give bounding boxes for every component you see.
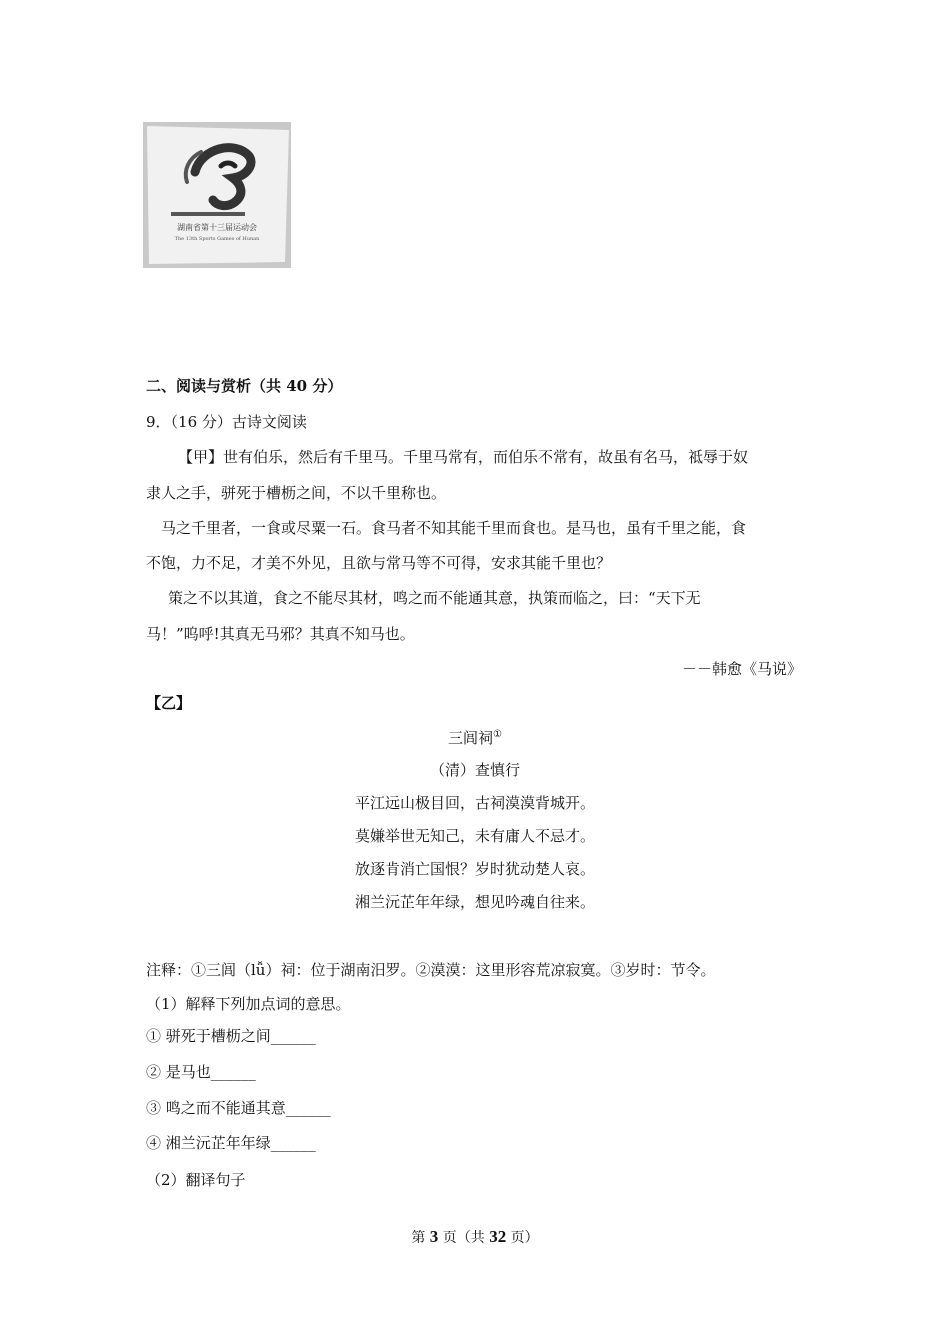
sports-games-logo bbox=[143, 122, 291, 268]
poem-line: 莫嫌举世无知己，未有庸人不忌才。 bbox=[354, 827, 595, 845]
poem-line: 平江远山极目回，古祠漠漠背城开。 bbox=[354, 794, 595, 812]
jia-p1-line1: 【甲】世有伯乐，然后有千里马。千里马常有，而伯乐不常有，故虽有名马，祗辱于奴 bbox=[178, 448, 749, 466]
sub-question-1: （1）解释下列加点词的意思。 bbox=[146, 995, 351, 1013]
annotation-notes: 注释：①三闾（lǚ）祠：位于湖南汨罗。②漠漠：这里形容荒凉寂寞。③岁时：节令。 bbox=[146, 961, 716, 979]
blank-item: ② 是马也______ bbox=[146, 1063, 256, 1081]
blank-item: ③ 鸣之而不能通其意______ bbox=[146, 1099, 331, 1117]
question-number: 9．（16 分）古诗文阅读 bbox=[146, 413, 307, 431]
jia-source: －－韩愈《马说》 bbox=[681, 660, 802, 678]
poem-author: （清）查慎行 bbox=[429, 761, 520, 779]
jia-p3-line2: 马！”呜呼!其真无马邪？其真不知马也。 bbox=[146, 625, 415, 643]
poem-line: 放逐肯消亡国恨？岁时犹动楚人哀。 bbox=[354, 860, 595, 878]
jia-p3-line1: 策之不以其道，食之不能尽其材，鸣之而不能通其意，执策而临之，曰：“天下无 bbox=[168, 589, 701, 607]
poem-title: 三闾祠① bbox=[448, 729, 502, 747]
page-number: 3 bbox=[429, 1227, 439, 1246]
blank-item: ① 骈死于槽枥之间______ bbox=[146, 1027, 316, 1045]
jia-p2-line2: 不饱，力不足，才美不外见，且欲与常马等不可得，安求其能千里也？ bbox=[146, 554, 612, 572]
poem-line: 湘兰沅芷年年绿，想见吟魂自往来。 bbox=[354, 893, 595, 911]
sub-question-2: （2）翻译句子 bbox=[146, 1171, 246, 1189]
blank-item: ④ 湘兰沅芷年年绿______ bbox=[146, 1134, 316, 1152]
page-total: 32 bbox=[489, 1227, 507, 1246]
jia-p1-line2: 隶人之手，骈死于槽枥之间，不以千里称也。 bbox=[146, 484, 447, 502]
page-footer: 第 3 页（共 32 页） bbox=[411, 1227, 539, 1246]
svg-text:The 13th Sports Games of Hunan: The 13th Sports Games of Hunan bbox=[174, 236, 260, 242]
section-heading: 二、阅读与赏析（共 40 分） bbox=[146, 377, 343, 395]
jia-p2-line1: 马之千里者，一食或尽粟一石。食马者不知其能千里而食也。是马也，虽有千里之能，食 bbox=[161, 519, 747, 537]
yi-label: 【乙】 bbox=[146, 694, 192, 712]
svg-text:湖南省第十三届运动会: 湖南省第十三届运动会 bbox=[177, 223, 257, 232]
